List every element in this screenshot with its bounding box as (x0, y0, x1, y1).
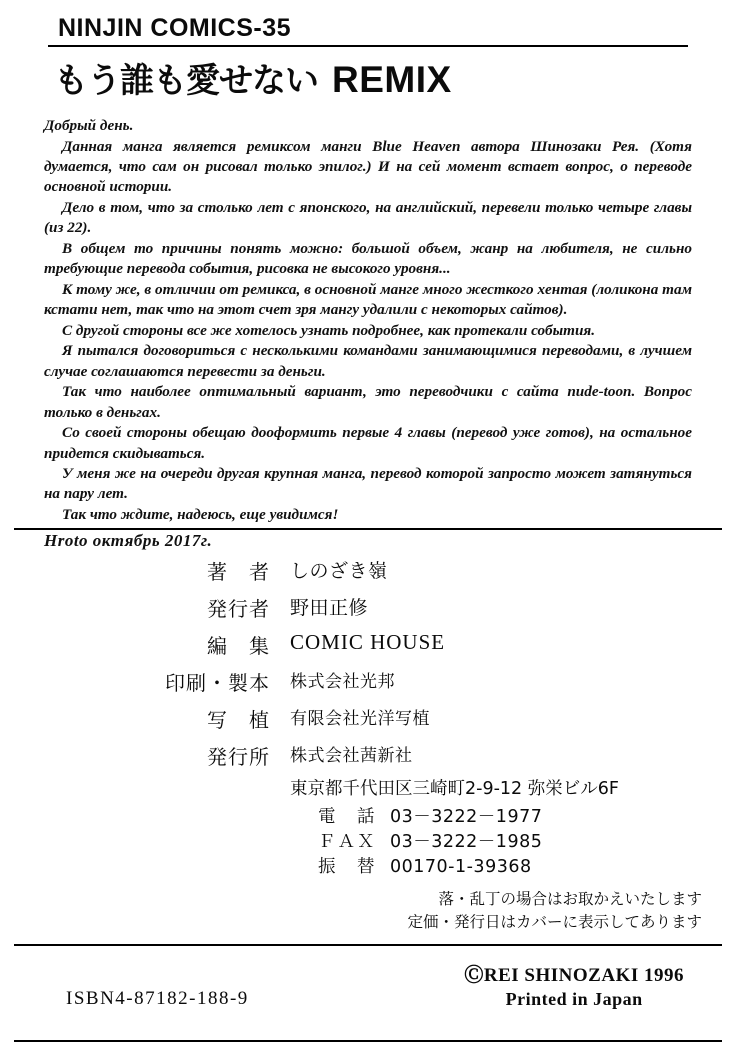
colophon-value: 有限会社光洋写植 (290, 709, 430, 729)
colophon-label: 発行者 (207, 597, 270, 621)
colophon-value: しのざき嶺 (290, 560, 388, 582)
note-signature: Hroto октябрь 2017г. (44, 531, 213, 551)
colophon-label: 編 集 (207, 634, 270, 658)
publisher-address: 東京都千代田区三崎町2-9-12 弥栄ビル6F (290, 779, 619, 799)
notice-line: 落・乱丁の場合はお取かえいたします (438, 890, 702, 908)
isbn-text: ISBN4-87182-188-9 (66, 988, 249, 1009)
colophon-row (0, 593, 736, 622)
notices-block (407, 888, 702, 935)
translator-note (44, 116, 692, 553)
note-line: Я пытался договориться с несколькими командами занимающимися переводами, в лучшем случае соглашаются перевести за деньги. (44, 342, 692, 380)
colophon-value: 株式会社光邦 (290, 672, 395, 692)
colophon-row (0, 630, 736, 659)
page-bottom-divider (14, 1040, 722, 1042)
colophon-label: 著 者 (207, 560, 270, 584)
main-title-japanese: もう誰も愛せない (54, 61, 318, 101)
main-title (54, 53, 692, 102)
note-line: Так что наиболее оптимальный вариант, это переводчики с сайта nude-toon. Вопрос только в деньгах. (44, 383, 692, 421)
colophon-label: 写 植 (207, 708, 270, 732)
contact-label: 振 替 (318, 857, 377, 878)
section-divider-top (14, 528, 722, 530)
note-line: Данная манга является ремиксом манги Blue Heaven автора Шинозаки Рея. (Хотя думается, что сам он рисовал только эпилог.) И на сей момент встает вопрос, о переводе основной истории. (44, 137, 692, 196)
colophon-label: 印刷・製本 (165, 671, 270, 695)
title-divider (48, 45, 688, 47)
colophon-value: 野田正修 (290, 597, 369, 619)
title-block (0, 0, 736, 102)
colophon-row (0, 741, 736, 770)
contact-block (318, 805, 736, 881)
section-divider-bottom (14, 944, 722, 946)
colophon-table (0, 556, 736, 881)
contact-line (318, 830, 736, 855)
note-line: С другой стороны все же хотелось узнать подробнее, как протекали события. (62, 321, 596, 339)
note-line: У меня же на очереди другая крупная манга, перевод которой запросто может затянуться на пару лет. (44, 465, 692, 503)
note-line: Добрый день. (44, 117, 134, 134)
colophon-row (0, 704, 736, 733)
contact-line (318, 855, 736, 880)
contact-value: 00170-1-39368 (390, 857, 532, 878)
note-line: К тому же, в отличии от ремикса, в основной манге много жесткого хентая (лоликона там кстати нет, так что на этот счет зря мангу удалили с некоторых сайтов). (44, 280, 692, 318)
colophon-value: 株式会社茜新社 (290, 746, 413, 766)
note-line: Со своей стороны обещаю дооформить первые 4 главы (перевод уже готов), на остальное придется скидываться. (44, 424, 692, 462)
contact-value: 03－3222－1985 (390, 832, 543, 852)
contact-label: 電 話 (318, 806, 377, 827)
colophon-row (0, 667, 736, 696)
contact-line (318, 805, 736, 830)
copyright-text: ⒸREI SHINOZAKI 1996 (464, 965, 684, 986)
footer-block (0, 960, 736, 1040)
copyright-block (464, 960, 684, 1010)
colophon-value: COMIC HOUSE (290, 630, 446, 654)
series-title: NINJIN COMICS-35 (58, 14, 292, 42)
notice-line: 定価・発行日はカバーに表示してあります (407, 913, 702, 932)
colophon-row (0, 556, 736, 585)
note-line: В общем то причины понять можно: большой объем, жанр на любителя, не сильно требующие перевода события, рисовка не высокого уровня... (44, 239, 692, 278)
main-title-remix: REMIX (332, 59, 452, 100)
note-line: Так что ждите, надеюсь, еще увидимся! (62, 506, 339, 524)
note-line: Дело в том, что за столько лет с японского, на английский, перевели только четыре главы (из 22). (44, 198, 692, 237)
colophon-label: 発行所 (207, 745, 270, 769)
contact-value: 03－3222－1977 (390, 806, 543, 827)
printed-in-text: Printed in Japan (505, 989, 643, 1009)
contact-label: ＦＡＸ (318, 832, 377, 852)
